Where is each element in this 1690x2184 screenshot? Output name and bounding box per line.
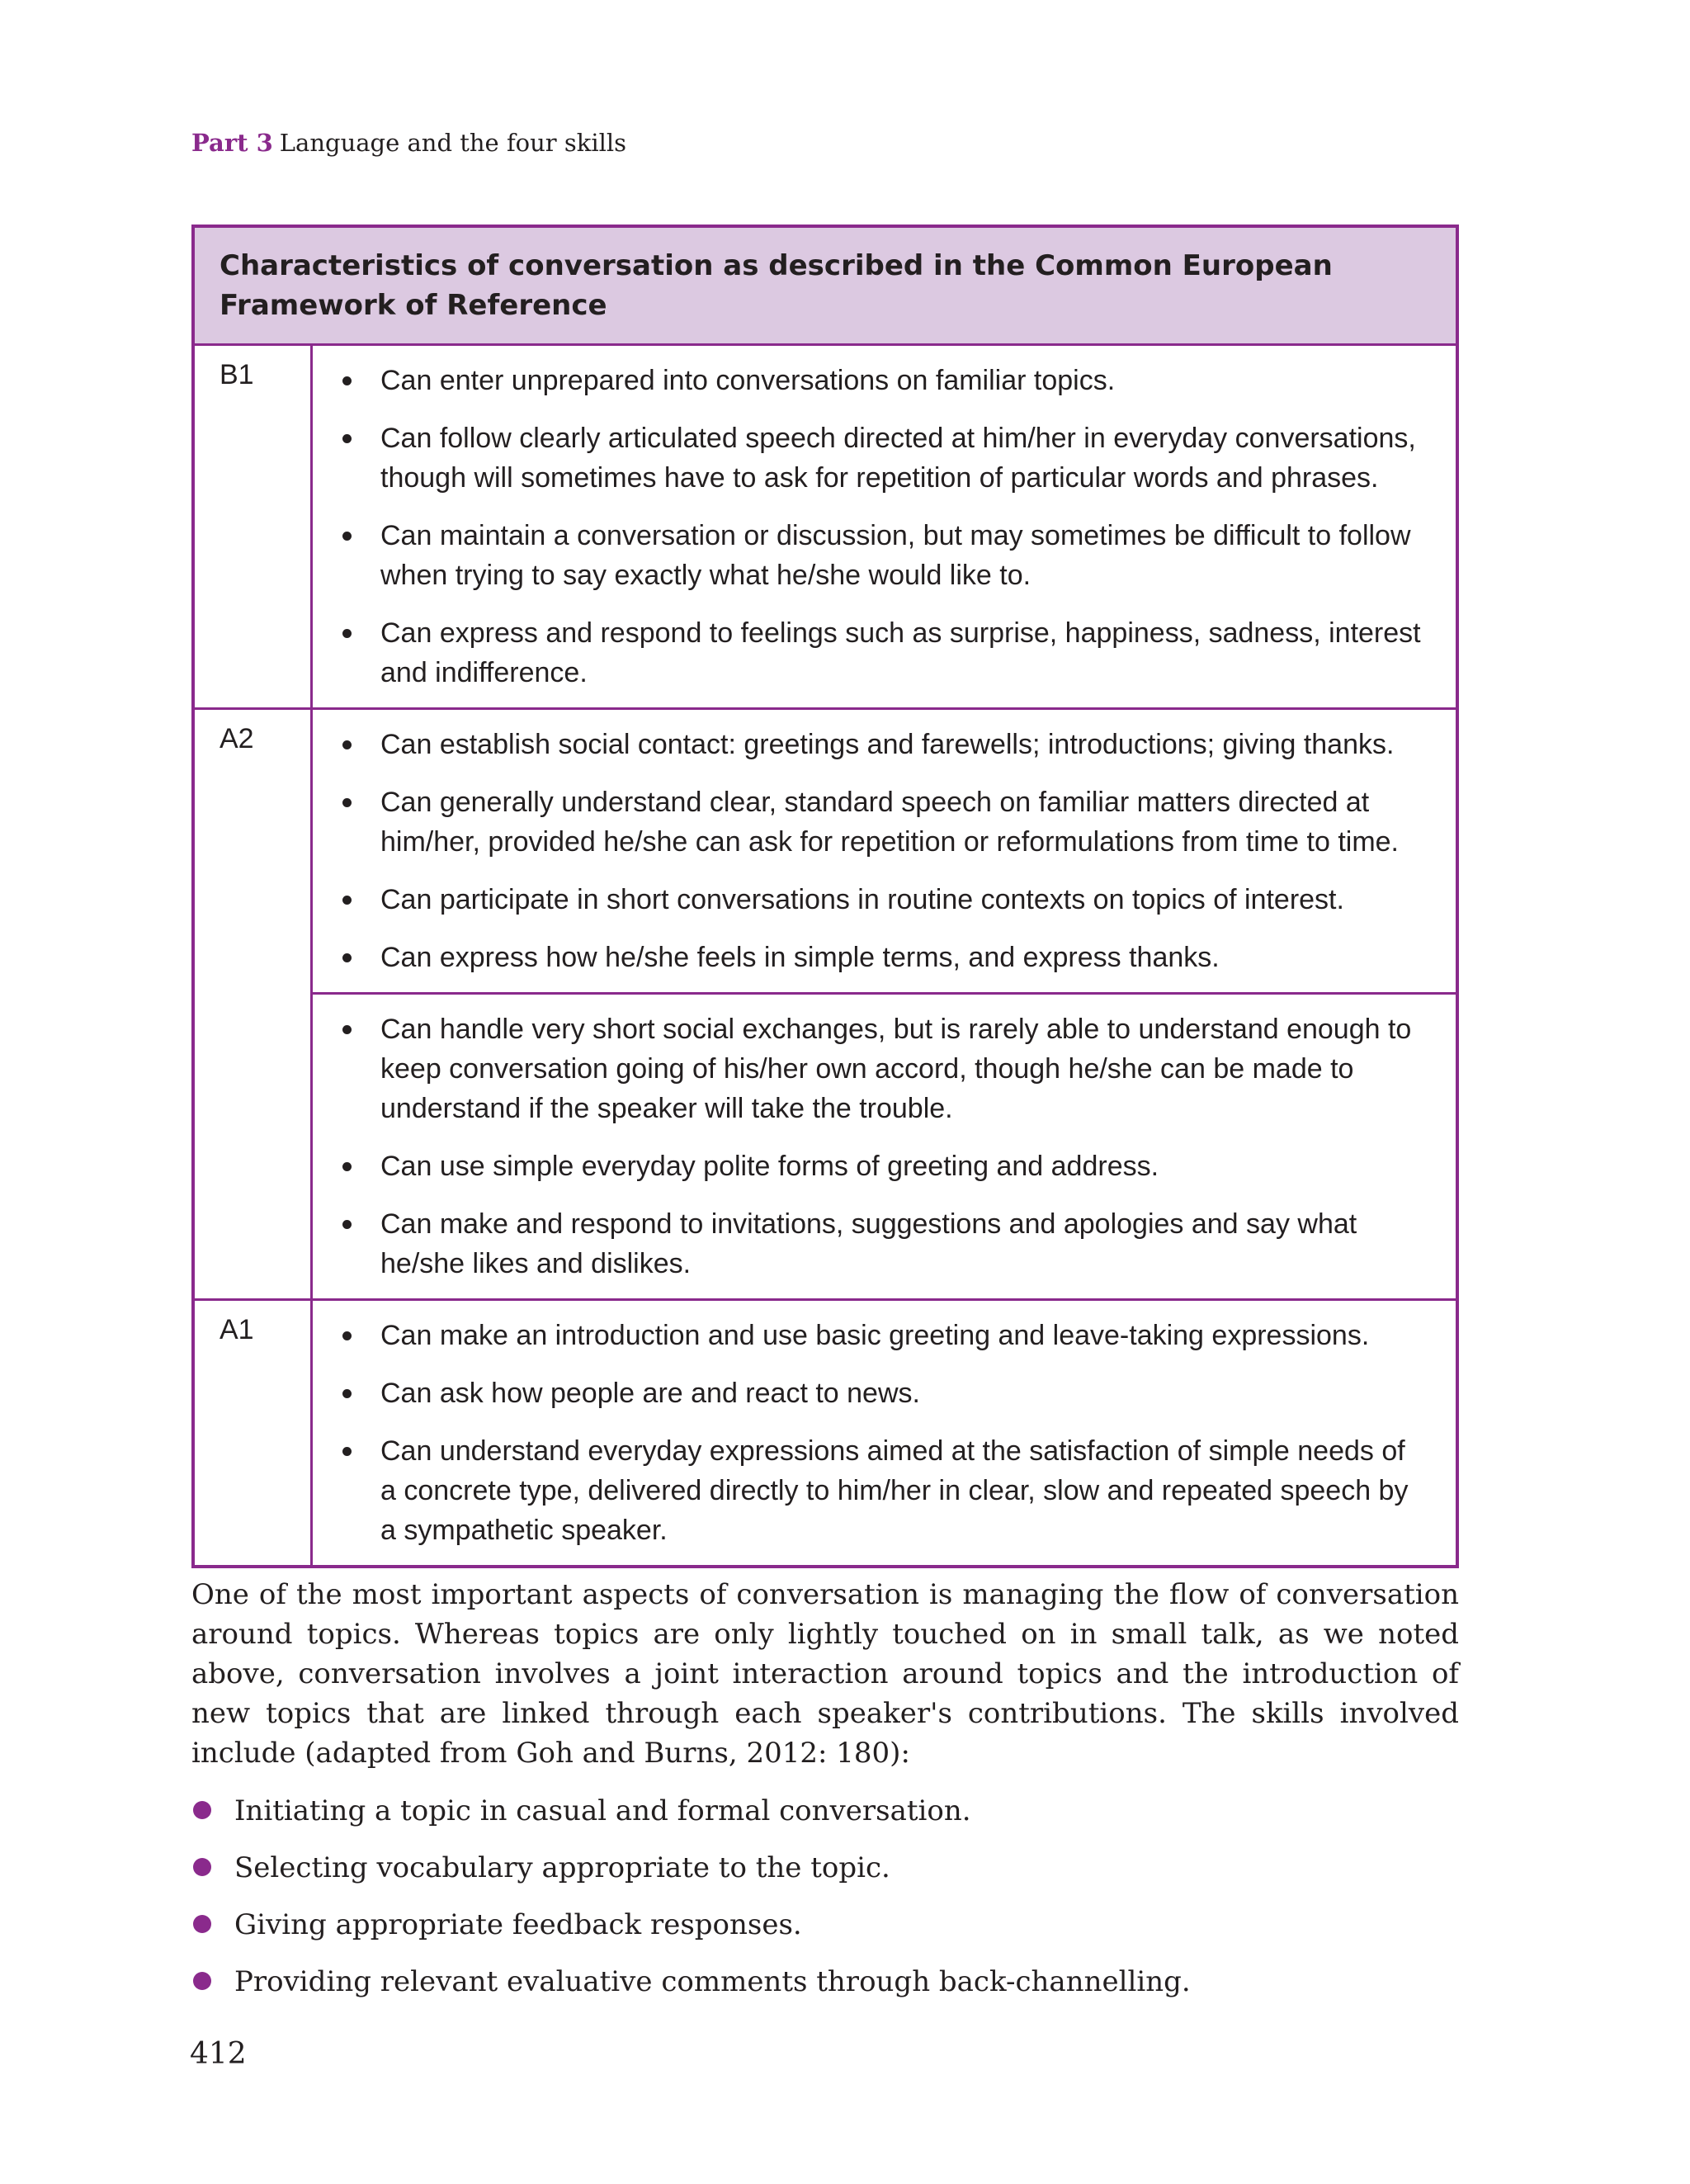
bullet-icon (342, 1220, 352, 1229)
descriptor-item: Can understand everyday expressions aimed at the satisfaction of simple needs of a concrete type, delivered directly to him/her in clear, slow and repeated speech by a sympathetic speaker. (313, 1431, 1423, 1550)
descriptor-item: Can handle very short social exchanges, but is rarely able to understand enough to keep conversation going of his/her own accord, though he/she can be made to understand if the speaker will take the trouble. (313, 1009, 1423, 1128)
bullet-icon (193, 1858, 211, 1876)
bullet-icon (342, 1162, 352, 1171)
bullet-icon (342, 434, 352, 443)
descriptor-cell (312, 345, 1458, 709)
bullet-icon (342, 1389, 352, 1398)
descriptor-item: Can establish social contact: greetings and farewells; introductions; giving thanks. (313, 725, 1423, 764)
bullet-icon (342, 953, 352, 962)
bullet-icon (193, 1915, 211, 1933)
descriptor-item: Can make an introduction and use basic greeting and leave-taking expressions. (313, 1316, 1423, 1355)
descriptor-item: Can participate in short conversations in routine contexts on topics of interest. (313, 880, 1423, 919)
level-label: A1 (193, 1300, 312, 1567)
descriptor-item: Can enter unprepared into conversations on familiar topics. (313, 361, 1423, 400)
descriptor-cell (312, 1300, 1458, 1567)
table-row (193, 1300, 1457, 1567)
bullet-icon (342, 740, 352, 749)
descriptor-cell (312, 994, 1458, 1300)
descriptor-cell (312, 709, 1458, 994)
part-label: Part 3 (191, 129, 273, 157)
table-heading: Characteristics of conversation as described in the Common European Framework of Reference (193, 226, 1457, 345)
chapter-title: Language and the four skills (279, 129, 627, 157)
bullet-icon (342, 798, 352, 807)
descriptor-item: Can use simple everyday polite forms of greeting and address. (313, 1146, 1423, 1186)
descriptor-item: Can express how he/she feels in simple terms, and express thanks. (313, 938, 1423, 977)
list-item: Giving appropriate feedback responses. (191, 1905, 1459, 1945)
descriptor-item: Can ask how people are and react to news. (313, 1373, 1423, 1413)
bullet-icon (342, 376, 352, 385)
list-item: Providing relevant evaluative comments through back-channelling. (191, 1962, 1459, 2002)
list-item: Initiating a topic in casual and formal conversation. (191, 1791, 1459, 1831)
bullet-icon (342, 1025, 352, 1034)
descriptor-item: Can follow clearly articulated speech directed at him/her in everyday conversations, though will sometimes have to ask for repetition of particular words and phrases. (313, 418, 1423, 498)
running-head (191, 129, 626, 157)
cefr-table (191, 225, 1459, 1568)
table-row (193, 709, 1457, 994)
descriptor-item: Can make and respond to invitations, suggestions and apologies and say what he/she likes and dislikes. (313, 1204, 1423, 1283)
bullet-icon (342, 629, 352, 638)
level-label: B1 (193, 345, 312, 709)
list-item: Selecting vocabulary appropriate to the topic. (191, 1848, 1459, 1888)
descriptor-item: Can generally understand clear, standard speech on familiar matters directed at him/her, provided he/she can ask for repetition or reformulations from time to time. (313, 782, 1423, 862)
table-row (193, 345, 1457, 709)
bullet-icon (342, 1331, 352, 1340)
body-paragraph: One of the most important aspects of conversation is managing the flow of conversation around topics. Whereas topics are only lightly touched on in small talk, as we noted above, conversation involves a joint interaction around topics and the introduction of new topics that are linked through each speaker's contributions. The skills involved include (adapted from Goh and Burns, 2012: 180): (191, 1578, 1459, 1770)
bullet-icon (193, 1972, 211, 1990)
bullet-icon (342, 532, 352, 541)
page-number: 412 (190, 2037, 247, 2071)
bullet-icon (342, 1447, 352, 1456)
bullet-icon (342, 896, 352, 905)
descriptor-item: Can express and respond to feelings such as surprise, happiness, sadness, interest and indifference. (313, 613, 1423, 693)
level-label: A2 (193, 709, 312, 1300)
skills-list (191, 1791, 1459, 2019)
table-row (193, 994, 1457, 1300)
bullet-icon (193, 1801, 211, 1819)
descriptor-item: Can maintain a conversation or discussion, but may sometimes be difficult to follow when trying to say exactly what he/she would like to. (313, 516, 1423, 595)
